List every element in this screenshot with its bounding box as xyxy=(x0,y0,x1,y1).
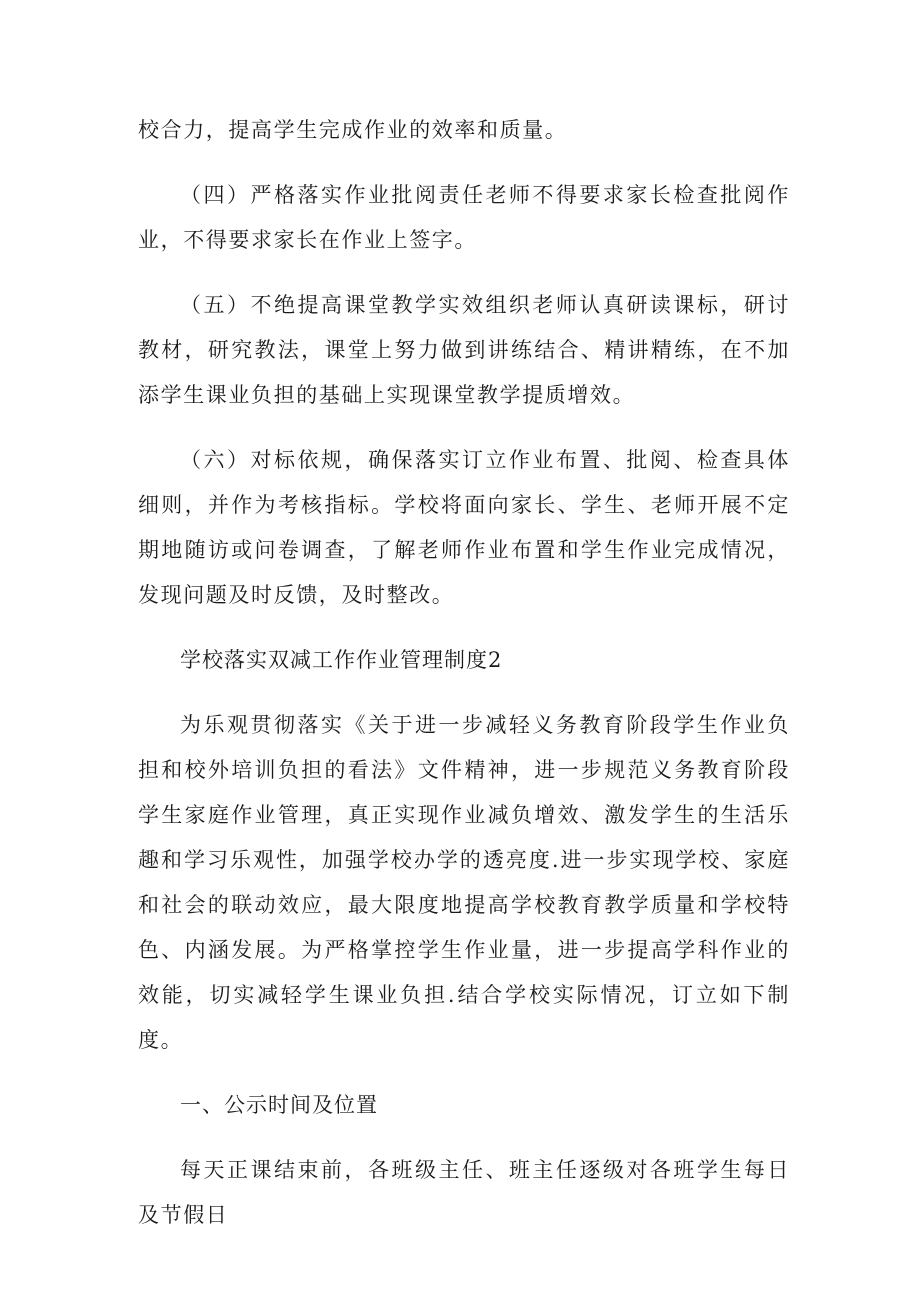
paragraph-continuation: 校合力，提高学生完成作业的效率和质量。 xyxy=(138,118,568,142)
section-heading-1: 一、公示时间及位置 xyxy=(180,1093,378,1117)
paragraph-item-4: （四）严格落实作业批阅责任老师不得要求家长检查批阅作业，不得要求家长在作业上签字。 xyxy=(138,183,790,252)
paragraph-section-1-body: 每天正课结束前，各班级主任、班主任逐级对各班学生每日及节假日 xyxy=(138,1158,790,1227)
paragraph-intro: 为乐观贯彻落实《关于进一步减轻义务教育阶段学生作业负担和校外培训负担的看法》文件精神，进一步规范义务教育阶段学生家庭作业管理，真正实现作业减负增效、激发学生的生活乐趣和学习乐观性，加强学校办学的透亮度.进一步实现学校、家庭和社会的联动效应，最大限度地提高学校教育教学质量和学校特色、内涵发展。为严格掌控学生作业量，进一步提高学科作业的效能，切实减轻学生课业负担.结合学校实际情况，订立如下制度。 xyxy=(138,713,790,1052)
document-page xyxy=(138,108,790,1238)
paragraph-item-6: （六）对标依规，确保落实订立作业布置、批阅、检查具体细则，并作为考核指标。学校将面向家长、学生、老师开展不定期地随访或问卷调查，了解老师作业布置和学生作业完成情况，发现问题及时反馈，及时整改。 xyxy=(138,448,790,607)
section-title-2: 学校落实双减工作作业管理制度2 xyxy=(180,648,503,672)
paragraph-item-5: （五）不绝提高课堂教学实效组织老师认真研读课标，研讨教材，研究教法，课堂上努力做到讲练结合、精讲精练，在不加添学生课业负担的基础上实现课堂教学提质增效。 xyxy=(138,293,790,407)
